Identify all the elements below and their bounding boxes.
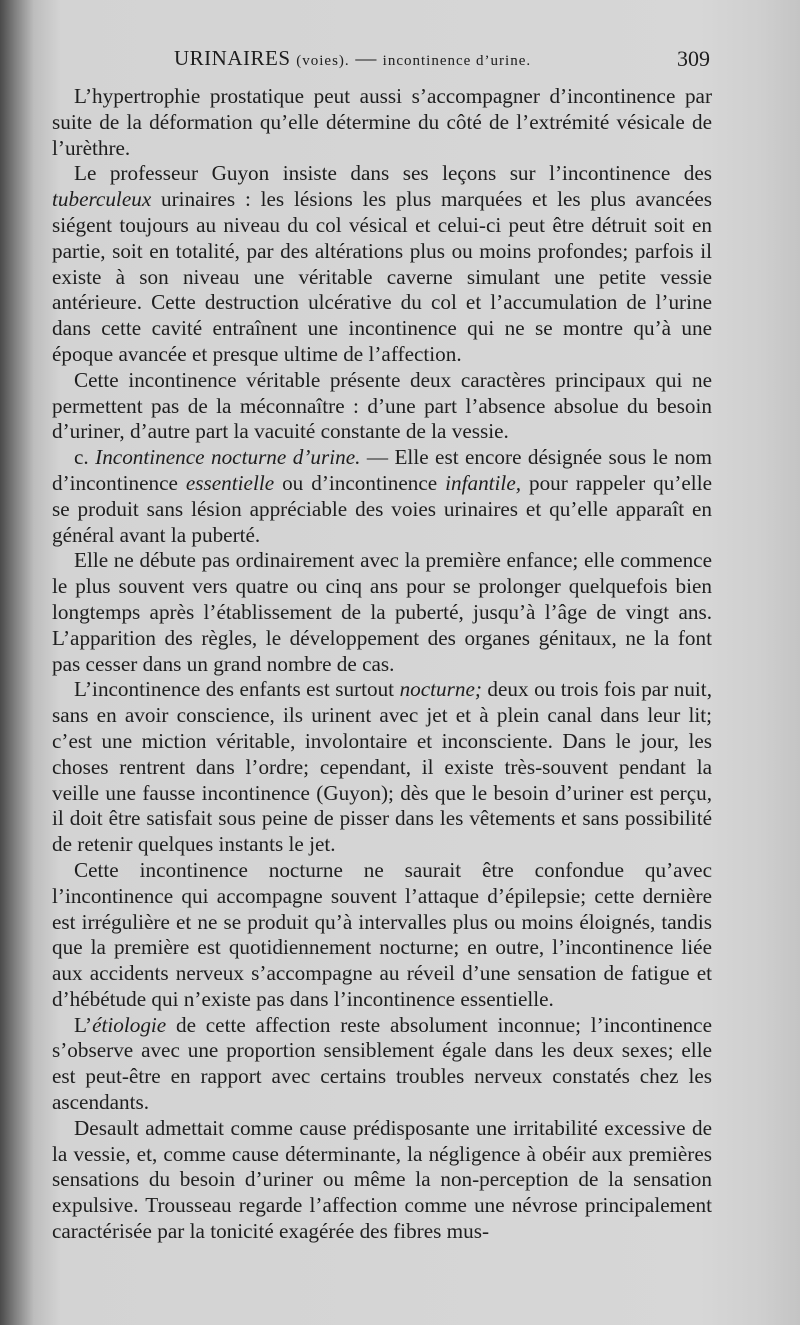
text-run: de cette affection reste absolument inconnue; l’incontinence s’observe avec une proportion sensiblement égale dans les deux sexes; elle est peut-être en rapport avec certains troubles nerveux constatés chez les ascendants. xyxy=(52,1012,712,1115)
text-run: L’incontinence des enfants est surtout xyxy=(74,677,400,702)
text-run: deux ou trois fois par nuit, sans en avoir conscience, ils urinent avec jet et à plein canal dans leur lit; c’est une miction véritable, involontaire et inconsciente. Dans le jour, les choses rentrent dans l’ordre; cependant, il existe très-souvent pendant la veille une fausse incontinence (Guyon); dès que le besoin d’uriner est perçu, il doit être satisfait sous peine de pisser dans les vêtements et sans possibilité de retenir quelques instants le jet. xyxy=(52,677,712,857)
text-run: — Elle est encore désignée sous le nom d’incontinence xyxy=(52,445,712,495)
italic-text: essentielle xyxy=(185,470,275,495)
text-run: L’ xyxy=(74,1012,93,1037)
text-run: Cette incontinence nocturne ne saurait être confondue qu’avec l’incontinence qui accompagne souvent l’attaque d’épilepsie; cette dernière est irrégulière et ne se produit qu’à intervalles plus ou moins éloignés, tandis que la première est quotidiennement nocturne; en outre, l’incontinence liée aux accidents nerveux s’accompagne au réveil d’une sensation de fatigue et d’hébétude qui n’existe pas dans l’incontinence essentielle. xyxy=(52,857,712,1011)
italic-text: infantile, xyxy=(445,470,522,495)
italic-text: Incontinence nocturne d’urine. xyxy=(95,445,361,470)
paragraph xyxy=(52,1116,712,1245)
italic-text: tuberculeux xyxy=(52,187,152,212)
italic-text: étiologie xyxy=(92,1012,167,1037)
text-run: Elle ne débute pas ordinairement avec la première enfance; elle commence le plus souvent vers quatre ou cinq ans pour se prolonger quelquefois bien longtemps après l’établissement de la puberté, jusqu’à l’âge de vingt ans. L’apparition des règles, le développement des organes génitaux, ne la font pas cesser dans un grand nombre de cas. xyxy=(52,548,712,676)
header-title-main: URINAIRES xyxy=(174,46,291,70)
header-title-sub: (voies). xyxy=(296,53,350,69)
paragraph xyxy=(52,445,712,548)
paragraph xyxy=(52,858,712,1013)
page-number: 309 xyxy=(677,46,710,71)
paragraph xyxy=(52,84,712,161)
paragraph xyxy=(52,677,712,858)
paragraph xyxy=(52,368,712,445)
text-run: urinaires : les lésions les plus marquées et les plus avancées siégent toujours au niveau du col vésical et celui-ci peut être détruit soit en partie, soit en totalité, par des altérations plus ou moins profondes; parfois il existe à son niveau une véritable caverne simulant une petite vessie antérieure. Cette destruction ulcérative du col et l’accumulation de l’urine dans cette cavité entraînent une incontinence qui ne se montre qu’à une époque avancée et presque ultime de l’affection. xyxy=(52,187,712,366)
text-run: ou d’incontinence xyxy=(274,470,446,495)
paragraph xyxy=(52,161,712,367)
running-head-title xyxy=(174,46,531,71)
italic-text: nocturne; xyxy=(399,677,482,702)
header-dash: — xyxy=(355,46,377,70)
body-text xyxy=(52,84,712,1245)
text-run: L’hypertrophie prostatique peut aussi s’accompagner d’incontinence par suite de la déformation qu’elle détermine du côté de l’extrémité vésicale de l’urèthre. xyxy=(52,84,712,160)
text-run: c. xyxy=(74,445,96,470)
text-run: Cette incontinence véritable présente deux caractères principaux qui ne permettent pas de la méconnaître : d’une part l’absence absolue du besoin d’uriner, d’autre part la vacuité constante de la vessie. xyxy=(52,367,712,444)
text-run: Desault admettait comme cause prédisposante une irritabilité excessive de la vessie, et, comme cause déterminante, la négligence à obéir aux premières sensations du besoin d’uriner ou même la non-perception de la sensation expulsive. Trousseau regarde l’affection comme une névrose principalement caractérisée par la tonicité exagérée des fibres mus- xyxy=(52,1115,712,1244)
paragraph xyxy=(52,548,712,677)
text-run: pour rappeler qu’elle se produit sans lésion appréciable des voies urinaires et qu’elle apparaît en général avant la puberté. xyxy=(52,470,712,547)
running-header xyxy=(52,44,712,78)
paragraph xyxy=(52,1013,712,1116)
text-run: Le professeur Guyon insiste dans ses leçons sur l’incontinence des xyxy=(74,161,712,186)
header-topic: incontinence d’urine. xyxy=(382,53,532,69)
